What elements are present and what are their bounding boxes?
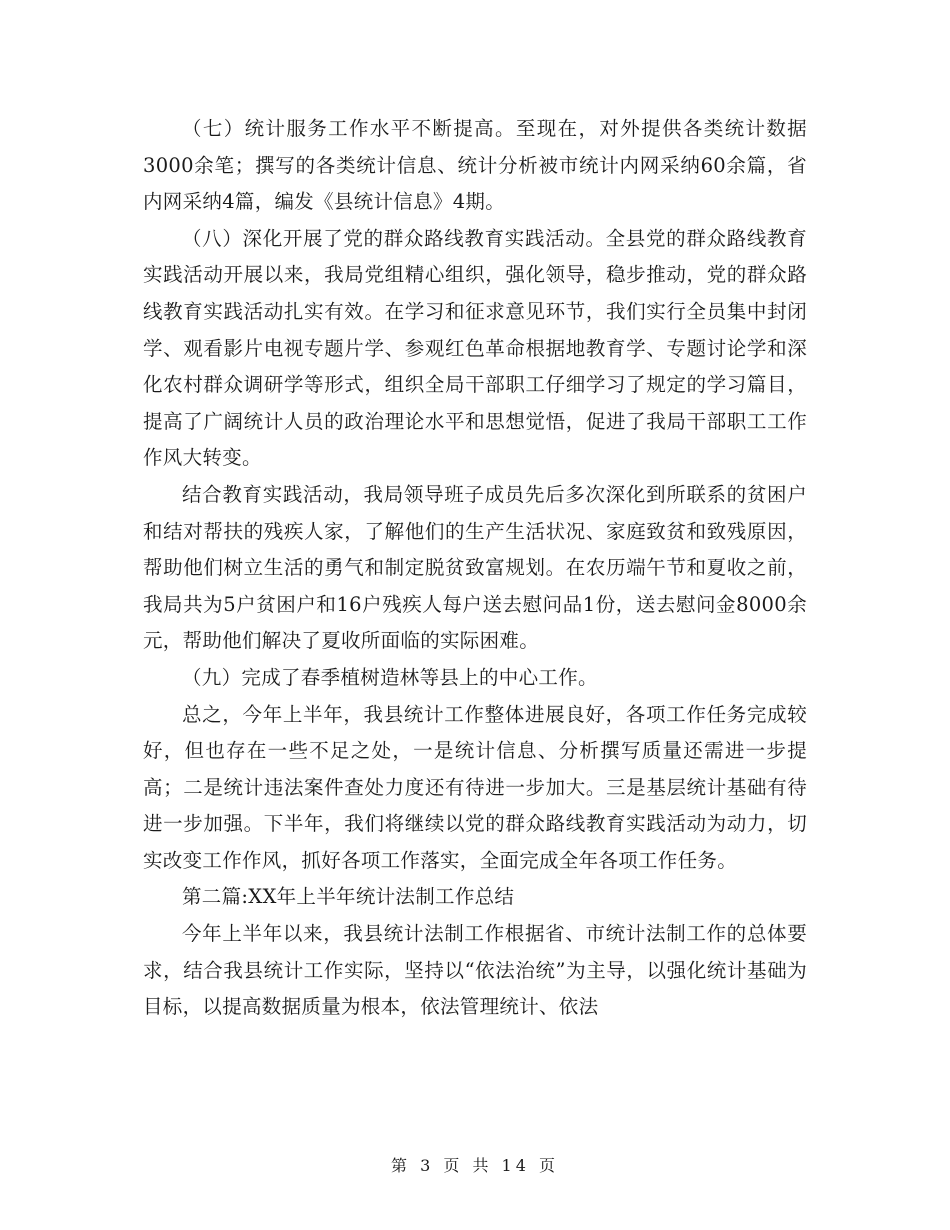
section-heading-part-two: 第二篇:XX年上半年统计法制工作总结	[182, 885, 515, 909]
paragraph-section-8: （八）深化开展了党的群众路线教育实践活动。全县党的群众路线教育实践活动开展以来，我局党组精心组织，强化领导，稳步推动，党的群众路线教育实践活动扎实有效。在学习和征求意见环节，我们实行全员集中封闭学、观看影片电视专题片学、参观红色革命根据地教育学、专题讨论学和深化农村群众调研学等形式，组织全局干部职工仔细学习了规定的学习篇目，提高了广阔统计人员的政治理论水平和思想觉悟，促进了我局干部职工工作作风大转变。	[143, 226, 807, 470]
page-number-footer: 第 3 页 共 14 页	[391, 1156, 559, 1175]
document-body	[143, 111, 807, 1026]
paragraph-poverty-relief: 结合教育实践活动，我局领导班子成员先后多次深化到所联系的贫困户和结对帮扶的残疾人家，了解他们的生产生活状况、家庭致贫和致残原因，帮助他们树立生活的勇气和制定脱贫致富规划。在农历端午节和夏收之前，我局共为5户贫困户和16户残疾人每户送去慰问品1份，送去慰问金8000余元，帮助他们解决了夏收所面临的实际困难。	[143, 482, 807, 653]
paragraph-section-7: （七）统计服务工作水平不断提高。至现在，对外提供各类统计数据3000余笔；撰写的各类统计信息、统计分析被市统计内网采纳60余篇，省内网采纳4篇，编发《县统计信息》4期。	[143, 117, 807, 214]
paragraph-section-9: （九）完成了春季植树造林等县上的中心工作。	[182, 665, 598, 689]
paragraph-legal-work-intro: 今年上半年以来，我县统计法制工作根据省、市统计法制工作的总体要求，结合我县统计工作实际，坚持以“依法治统”为主导，以强化统计基础为目标，以提高数据质量为根本，依法管理统计、依法	[143, 922, 807, 1019]
paragraph-summary: 总之，今年上半年，我县统计工作整体进展良好，各项工作任务完成较好，但也存在一些不足之处，一是统计信息、分析撰写质量还需进一步提高；二是统计违法案件查处力度还有待进一步加大。三是基层统计基础有待进一步加强。下半年，我们将继续以党的群众路线教育实践活动为动力，切实改变工作作风，抓好各项工作落实，全面完成全年各项工作任务。	[143, 702, 807, 872]
